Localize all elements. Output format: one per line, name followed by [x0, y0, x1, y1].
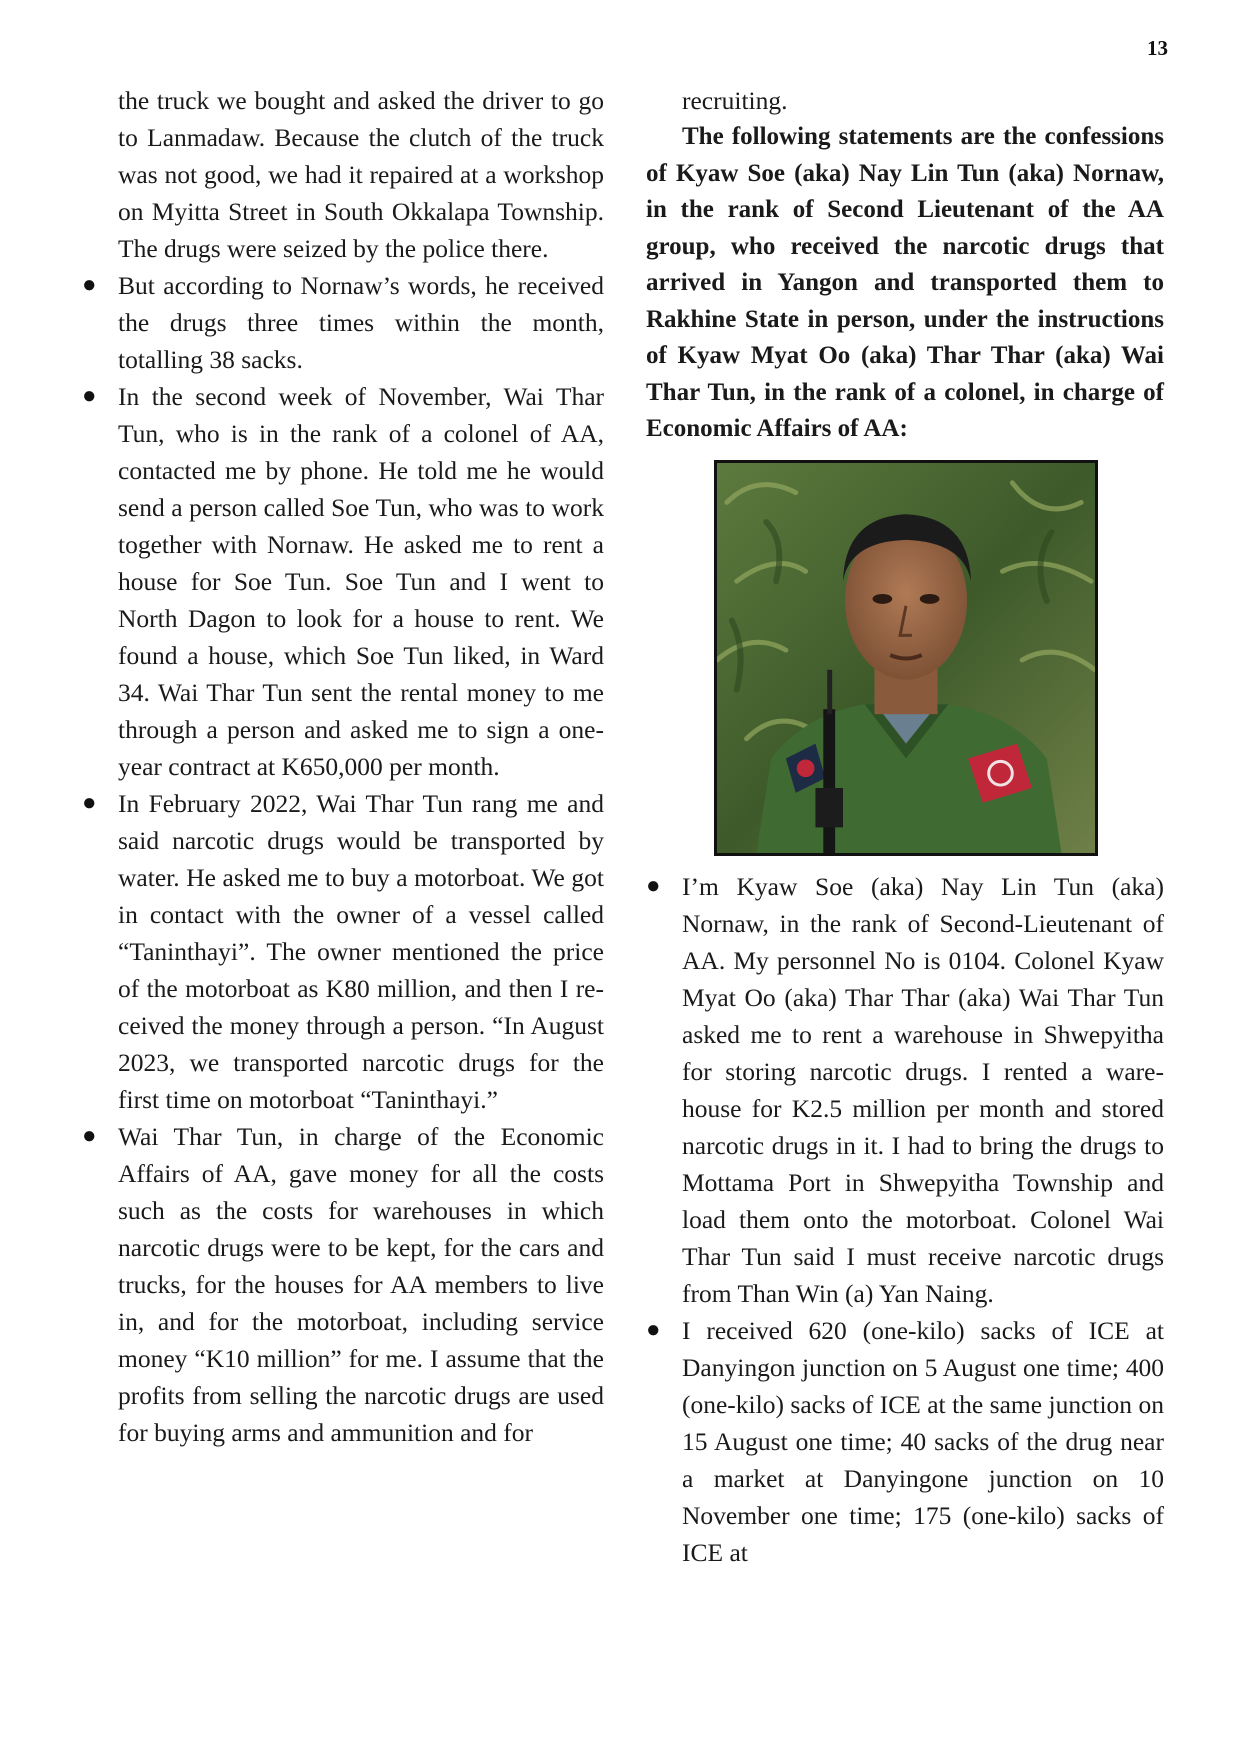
list-item — [82, 378, 604, 785]
list-item-text: I received 620 (one-kilo) sacks of ICE at Danyingon junction on 5 August one time; 400 (one-kilo) sacks of ICE at the same junction on 15 August one time; 40 sacks of the drug near a market at Danyingone junction on 10 November one time; 175 (one-kilo) sacks of ICE at — [682, 1315, 1164, 1567]
portrait-photo — [714, 460, 1098, 856]
right-continuation-text: recruiting. — [682, 86, 788, 115]
list-item — [82, 785, 604, 1118]
bullet-icon: ● — [82, 790, 97, 816]
bullet-icon: ● — [646, 1316, 661, 1343]
list-item — [646, 1312, 1164, 1571]
bullet-icon: ● — [82, 383, 97, 409]
list-item-text: In the second week of November, Wai Thar Tun, who is in the rank of a colonel of AA, contacted me by phone. He told me he would send a person called Soe Tun, who was to work together with Nornaw. He asked me to rent a house for Soe Tun. Soe Tun and I went to North Dagon to look for a house to rent. We found a house, which Soe Tun liked, in Ward 34. Wai Thar Tun sent the rental money to me through a person and asked me to sign a one-year contract at K650,000 per month. — [118, 382, 604, 781]
confession-intro-paragraph: The following statements are the confessions of Kyaw Soe (aka) Nay Lin Tun (aka) Nornaw, in the rank of Second Lieutenant of the AA group, who received the narcotic drugs that arrived in Yangon and transported them to Rakhine State in person, under the instructions of Kyaw Myat Oo (aka) Thar Thar (aka) Wai Thar Tun, in the rank of a colonel, in charge of Economic Affairs of AA: — [646, 123, 1164, 442]
left-intro-paragraph: the truck we bought and asked the driver to go to Lanmadaw. Because the clutch of the truck was not good, we had it repaired at a workshop on Myitta Street in South Okkalapa Township. The drugs were seized by the police there. — [118, 86, 604, 263]
right-bullet-list — [646, 868, 1164, 1571]
list-item-text: Wai Thar Tun, in charge of the Economic Affairs of AA, gave money for all the costs such as the costs for warehouses in which narcotic drugs were to be kept, for the cars and trucks, for the houses for AA members to live in, and for the motorboat, including service money “K10 million” for me. I assume that the profits from selling the narcotic drugs are used for buying arms and ammunition and for — [118, 1122, 604, 1447]
right-column — [646, 82, 1164, 1571]
list-item-text: In February 2022, Wai Thar Tun rang me and said narcotic drugs would be transported by water. He asked me to buy a motorboat. We got in contact with the owner of a vessel called “Taninthayi”. The owner mentioned the price of the motorboat as K80 million, and then I received the money through a person. “In August 2023, we transported narcotic drugs for the first time on motorboat “Taninthayi.” — [118, 789, 604, 1114]
bullet-icon: ● — [82, 1123, 97, 1149]
soldier-portrait-image — [717, 463, 1095, 853]
list-item — [82, 267, 604, 378]
bullet-icon: ● — [82, 272, 97, 298]
list-item-text: I’m Kyaw Soe (aka) Nay Lin Tun (aka) Nornaw, in the rank of Second-Lieutenant of AA. My personnel No is 0104. Colonel Kyaw Myat Oo (aka) Thar Thar (aka) Wai Thar Tun asked me to rent a warehouse in Shwepyitha for storing narcotic drugs. I rented a warehouse for K2.5 million per month and stored narcotic drugs in it. I had to bring the drugs to Mottama Port in Shwepyitha Township and load them onto the motorboat. Colonel Wai Thar Tun said I must receive narcotic drugs from Than Win (a) Yan Naing. — [682, 871, 1164, 1308]
left-column — [82, 82, 604, 1451]
left-bullet-list — [82, 267, 604, 1451]
page-number: 13 — [1147, 36, 1168, 60]
list-item — [82, 1118, 604, 1451]
bullet-icon: ● — [646, 872, 661, 899]
list-item — [646, 868, 1164, 1312]
list-item-text: But according to Nornaw’s words, he received the drugs three times within the month, totalling 38 sacks. — [118, 271, 604, 374]
